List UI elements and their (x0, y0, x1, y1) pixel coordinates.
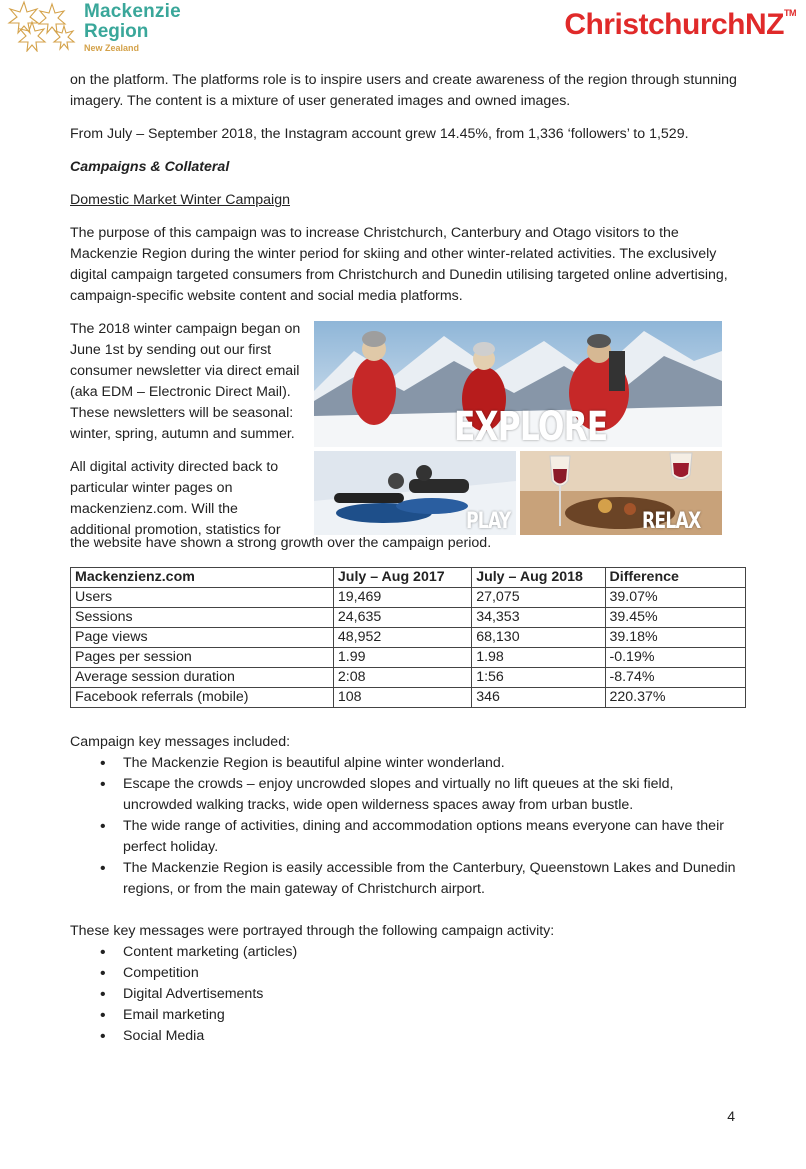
mackenzie-region-logo (4, 0, 184, 55)
key-messages-list (70, 753, 746, 900)
table-cell: 1:56 (472, 668, 605, 688)
section-heading: Campaigns & Collateral (70, 159, 230, 175)
table-cell: Sessions (71, 608, 334, 628)
table-cell: Average session duration (71, 668, 334, 688)
table-cell: 19,469 (333, 588, 471, 608)
table-row (71, 608, 746, 628)
list-item: • The Mackenzie Region is easily accessible from the Canterbury, Queenstown Lakes and Dunedin regions, or from the main gateway of Christchurch airport. (70, 858, 746, 900)
table-cell: 1.99 (333, 648, 471, 668)
list-item: • Competition (70, 963, 746, 984)
christchurchnz-logo-text: ChristchurchNZ (564, 8, 784, 41)
table-row (71, 648, 746, 668)
subsection-heading: Domestic Market Winter Campaign (70, 192, 290, 208)
trademark-mark: TM (784, 8, 796, 18)
list-item: • The Mackenzie Region is beautiful alpine winter wonderland. (70, 753, 746, 774)
logo-line-3: New Zealand (84, 43, 140, 53)
campaign-image-collage (314, 321, 722, 535)
list-item: • Email marketing (70, 1005, 746, 1026)
table-cell: -0.19% (605, 648, 746, 668)
intro-paragraph: on the platform. The platforms role is to inspire users and create awareness of the region through stunning imagery. The content is a mixture of user generated images and owned images. (70, 72, 737, 109)
table-header-cell: Mackenzienz.com (71, 568, 334, 588)
relax-image (520, 451, 722, 535)
digital-activity-paragraph: All digital activity directed back to particular winter pages on mackenzienz.com. Will the additional promotion, statistics for (70, 459, 281, 538)
instagram-paragraph: From July – September 2018, the Instagram account grew 14.45%, from 1,336 ‘followers’ to 1,529. (70, 126, 689, 142)
table-row (71, 628, 746, 648)
table-header-cell: July – Aug 2017 (333, 568, 471, 588)
table-cell: 27,075 (472, 588, 605, 608)
list-item: • Social Media (70, 1026, 746, 1047)
table-cell: 68,130 (472, 628, 605, 648)
key-messages-intro: Campaign key messages included: (70, 734, 291, 750)
website-stats-table (70, 567, 746, 708)
play-image (314, 451, 516, 535)
page-content (70, 70, 746, 1047)
activities-intro: These key messages were portrayed through the following campaign activity: (70, 923, 555, 939)
list-item: • The wide range of activities, dining and accommodation options means everyone can have their perfect holiday. (70, 816, 746, 858)
logo-line-1: Mackenzie (84, 1, 181, 22)
explore-label: EXPLORE (454, 404, 608, 447)
table-cell: 34,353 (472, 608, 605, 628)
digital-activity-paragraph-continued: the website have shown a strong growth over the campaign period. (70, 535, 492, 551)
campaign-began-paragraph: The 2018 winter campaign began on June 1st by sending out our first consumer newsletter via direct email (aka EDM – Electronic Direct Mail). These newsletters will be seasonal: winter, spring, autumn and summer. (70, 321, 301, 442)
table-cell: Pages per session (71, 648, 334, 668)
table-cell: Users (71, 588, 334, 608)
table-header-cell: Difference (605, 568, 746, 588)
table-cell: 220.37% (605, 688, 746, 708)
table-cell: 346 (472, 688, 605, 708)
table-cell: Page views (71, 628, 334, 648)
christchurchnz-logo (564, 8, 796, 42)
activities-list (70, 942, 746, 1047)
table-cell: -8.74% (605, 668, 746, 688)
table-cell: 1.98 (472, 648, 605, 668)
table-cell: 39.07% (605, 588, 746, 608)
list-item: • Escape the crowds – enjoy uncrowded slopes and virtually no lift queues at the ski field, uncrowded walking tracks, wide open wilderness spaces away from urban bustle. (70, 774, 746, 816)
list-item: • Digital Advertisements (70, 984, 746, 1005)
table-cell: 2:08 (333, 668, 471, 688)
star-emblem-icon (4, 0, 78, 52)
table-row (71, 688, 746, 708)
table-row (71, 588, 746, 608)
table-cell: 24,635 (333, 608, 471, 628)
explore-image (314, 321, 722, 447)
logo-line-2: Region (84, 21, 149, 42)
table-header-cell: July – Aug 2018 (472, 568, 605, 588)
table-cell: 39.18% (605, 628, 746, 648)
purpose-paragraph: The purpose of this campaign was to increase Christchurch, Canterbury and Otago visitors to the Mackenzie Region during the winter period for skiing and other winter-related activities. The exclusively digital campaign targeted consumers from Christchurch and Dunedin utilising targeted online advertising, campaign-specific website content and social media platforms. (70, 225, 728, 304)
play-label: PLAY (466, 509, 511, 534)
page-number: 4 (727, 1108, 735, 1124)
table-cell: 39.45% (605, 608, 746, 628)
list-item: • Content marketing (articles) (70, 942, 746, 963)
campaign-section (70, 319, 746, 556)
table-cell: 108 (333, 688, 471, 708)
page-header (0, 0, 806, 60)
table-cell: 48,952 (333, 628, 471, 648)
table-header-row (71, 568, 746, 588)
table-cell: Facebook referrals (mobile) (71, 688, 334, 708)
relax-label: RELAX (642, 509, 701, 534)
table-row (71, 668, 746, 688)
